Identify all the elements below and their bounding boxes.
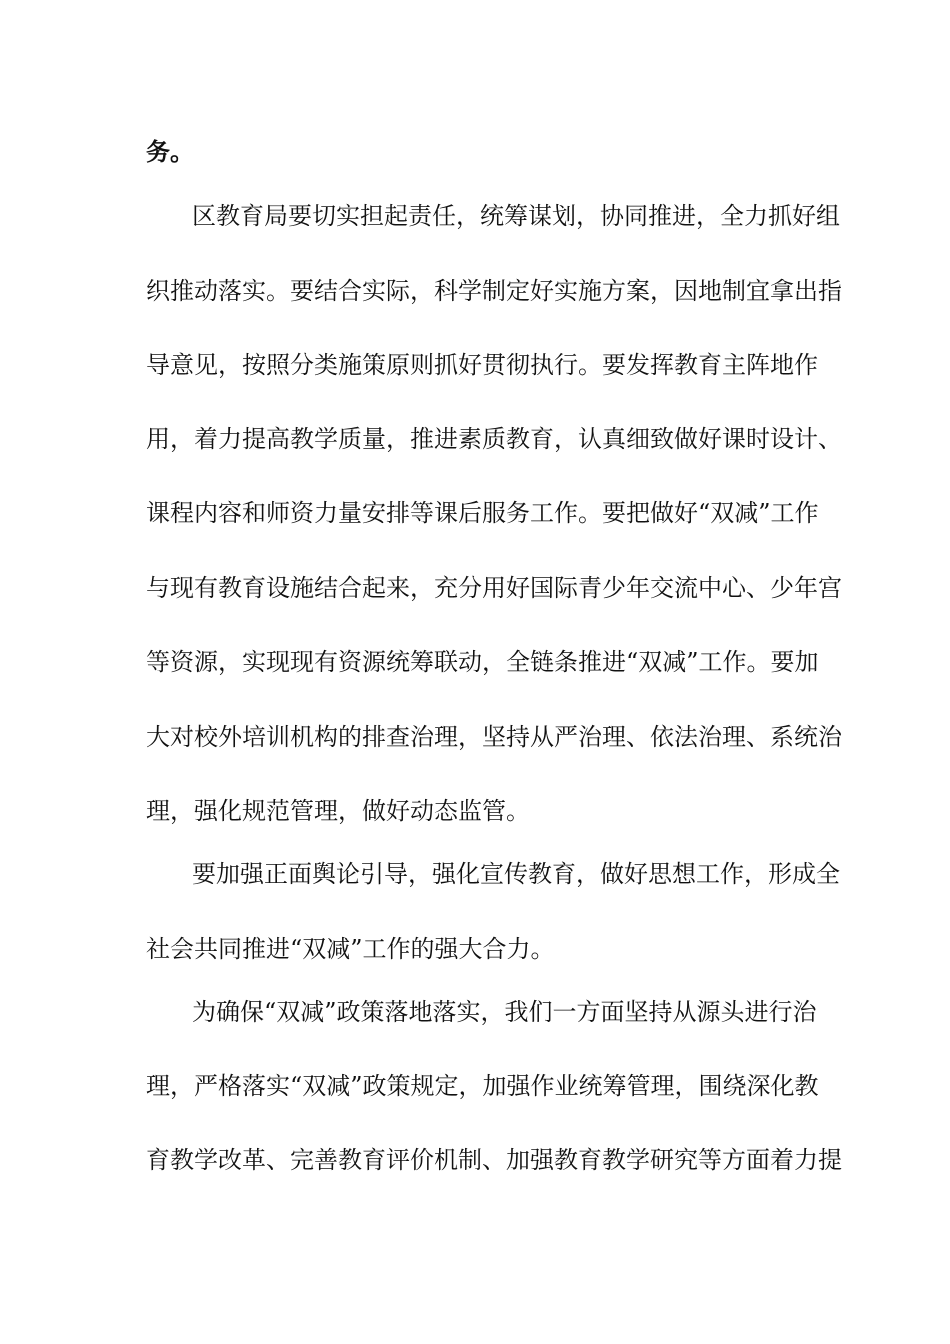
text-line: 大对校外培训机构的排查治理，坚持从严治理、依法治理、系统治 bbox=[146, 723, 842, 751]
paragraph-first-line: 区教育局要切实担起责任，统筹谋划，协同推进，全力抓好组 bbox=[192, 202, 840, 230]
paragraph-first-line: 为确保“双减”政策落地落实，我们一方面坚持从源头进行治 bbox=[192, 998, 817, 1026]
paragraph-last-line: 理，强化规范管理，做好动态监管。 bbox=[146, 797, 530, 825]
text-line: 课程内容和师资力量安排等课后服务工作。要把做好“双减”工作 bbox=[146, 499, 819, 527]
text-line: 织推动落实。要结合实际，科学制定好实施方案，因地制宜拿出指 bbox=[146, 277, 842, 305]
text-line: 理，严格落实“双减”政策规定，加强作业统筹管理，围绕深化教 bbox=[146, 1072, 819, 1100]
text-line: 务。 bbox=[146, 137, 194, 166]
text-line: 等资源，实现现有资源统筹联动，全链条推进“双减”工作。要加 bbox=[146, 648, 819, 676]
paragraph-first-line: 要加强正面舆论引导，强化宣传教育，做好思想工作，形成全 bbox=[192, 860, 840, 888]
text-line: 与现有教育设施结合起来，充分用好国际青少年交流中心、少年宫 bbox=[146, 574, 842, 602]
paragraph-last-line: 社会共同推进“双减”工作的强大合力。 bbox=[146, 935, 555, 963]
text-line: 育教学改革、完善教育评价机制、加强教育教学研究等方面着力提 bbox=[146, 1146, 842, 1174]
text-line: 导意见，按照分类施策原则抓好贯彻执行。要发挥教育主阵地作 bbox=[146, 351, 818, 379]
text-line: 用，着力提高教学质量，推进素质教育，认真细致做好课时设计、 bbox=[146, 425, 842, 453]
